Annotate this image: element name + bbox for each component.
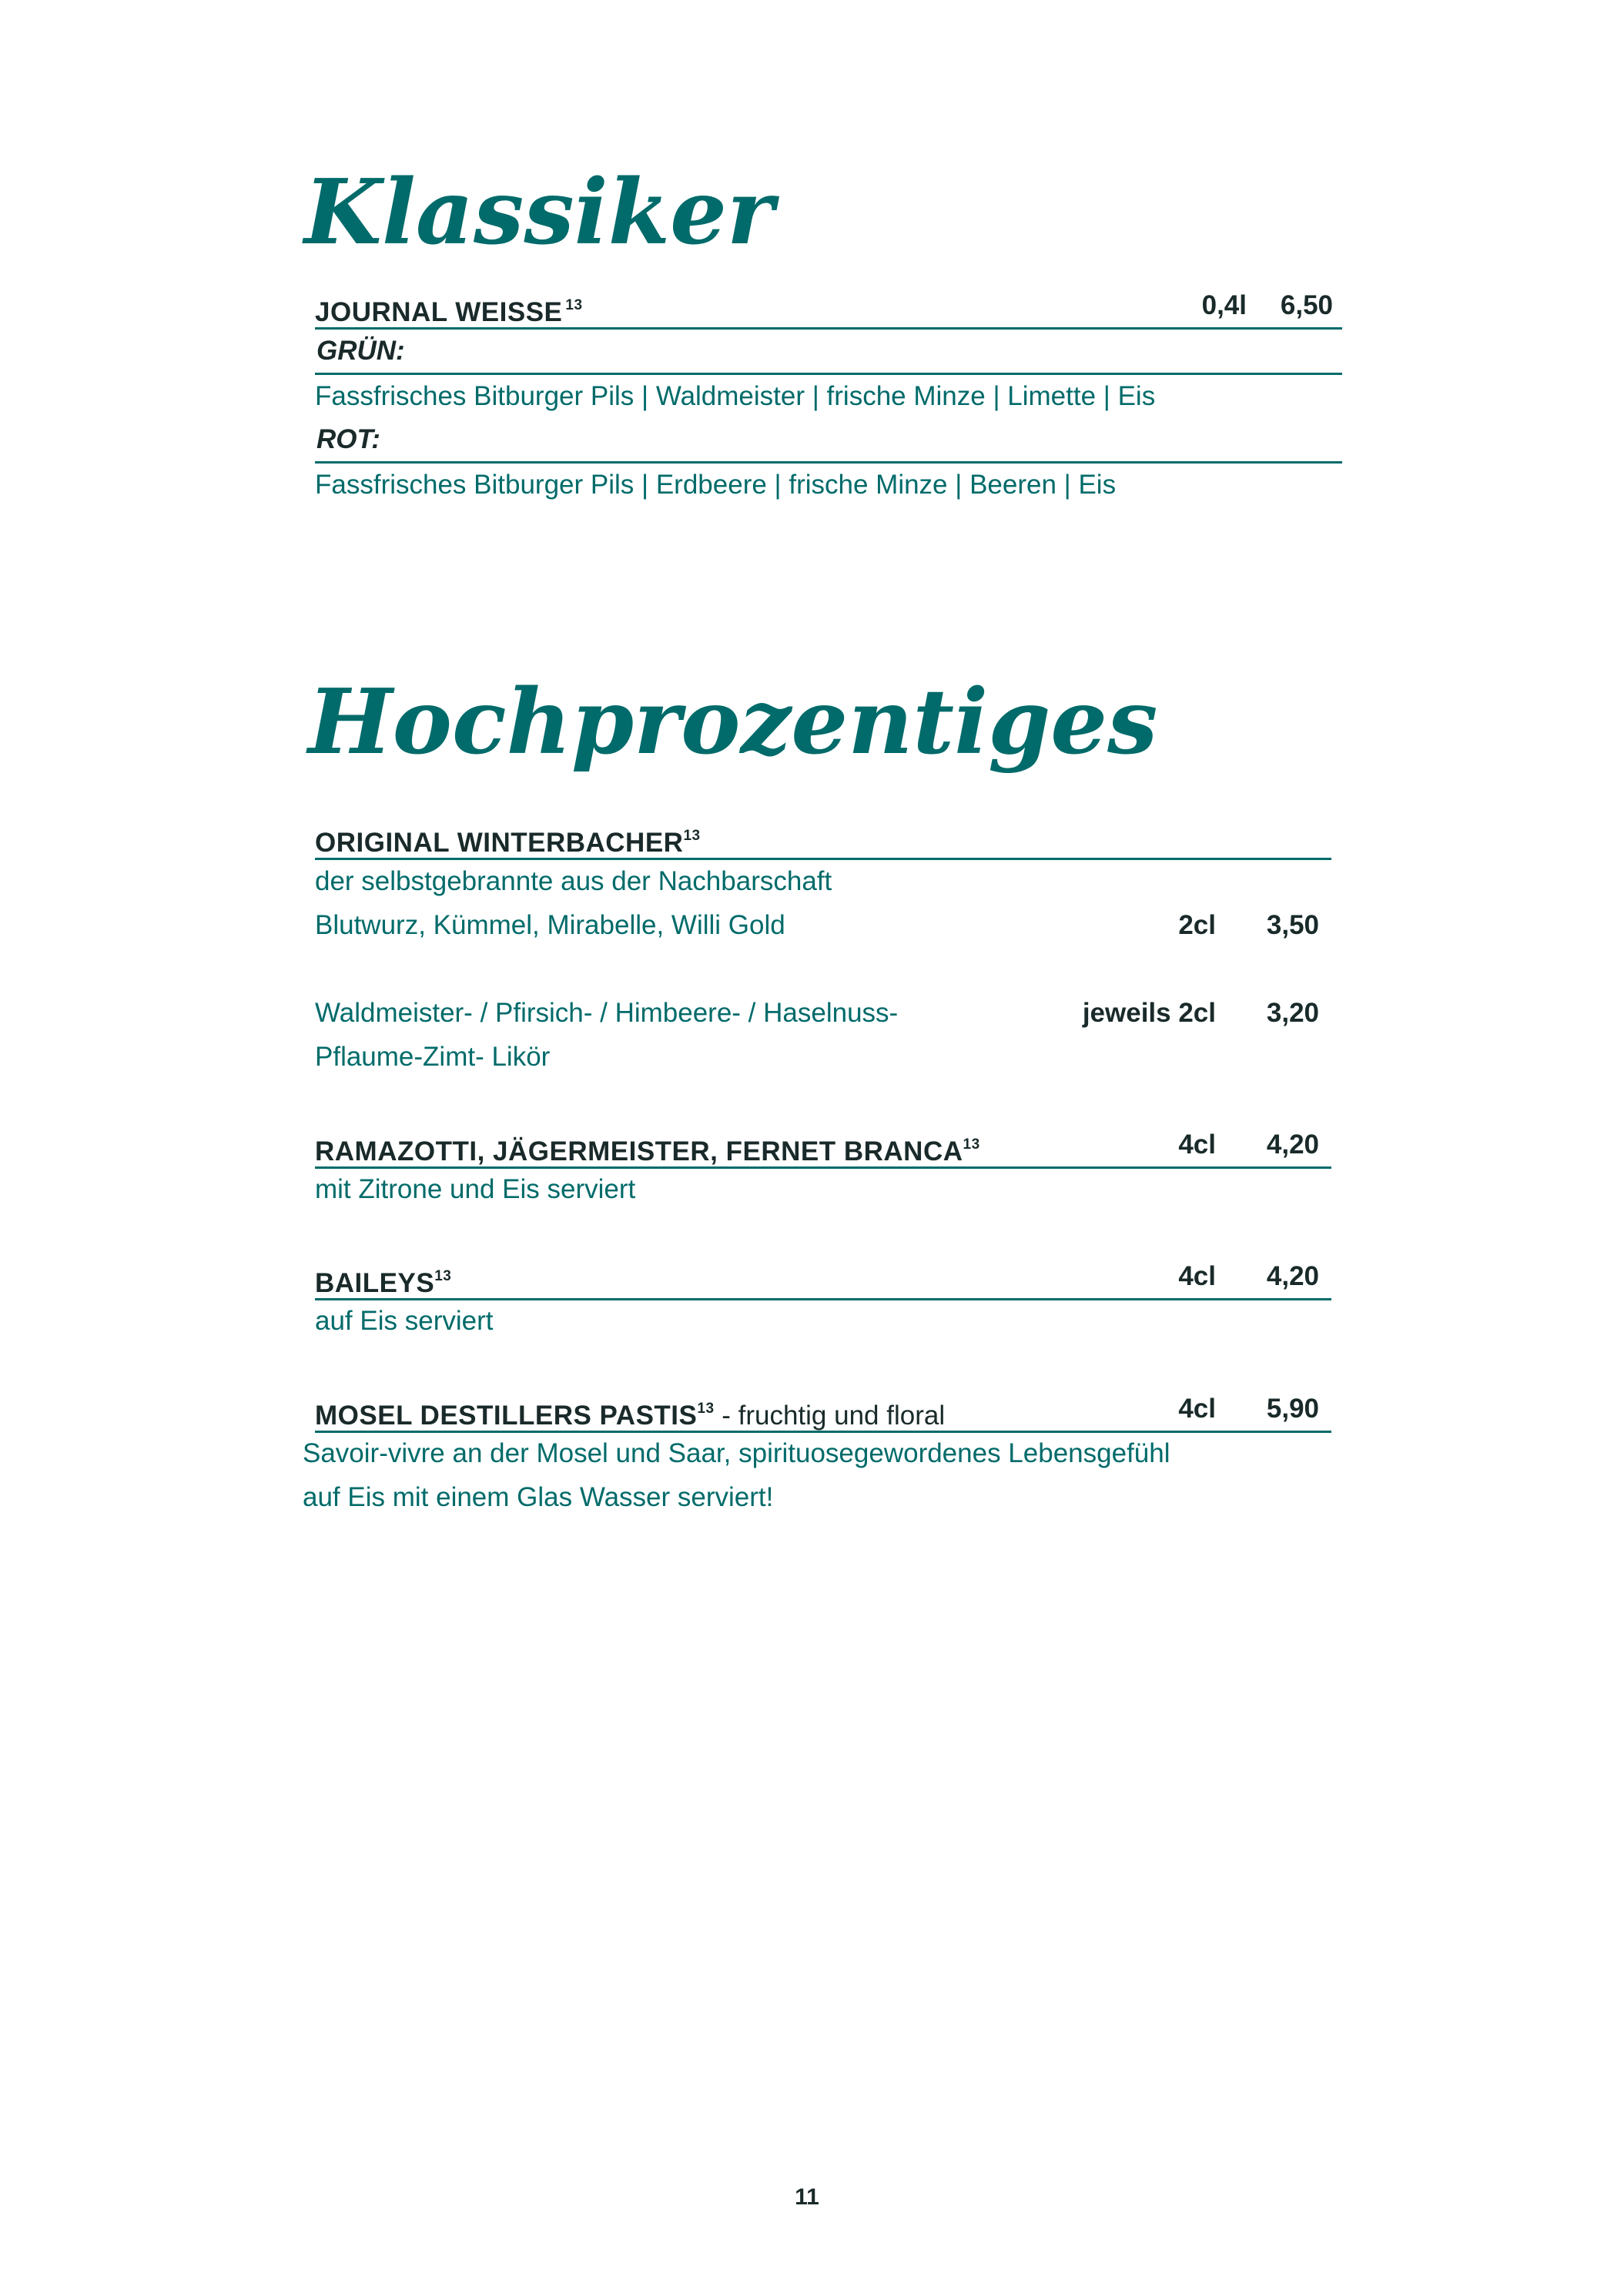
menu-item-original-winterbacher bbox=[315, 815, 1331, 860]
item-variant-line: Pflaume-Zimt- Likör bbox=[315, 1042, 551, 1072]
item-price: 4,20 bbox=[1266, 1130, 1319, 1160]
item-description: Savoir-vivre an der Mosel und Saar, spirituosegewordenes Lebensgefühl bbox=[303, 1438, 1170, 1468]
menu-item-journal-weisse bbox=[315, 284, 1342, 330]
menu-item-baileys bbox=[315, 1255, 1331, 1300]
item-volume: 4cl bbox=[1178, 1130, 1216, 1160]
item-description: auf Eis serviert bbox=[315, 1306, 494, 1336]
item-price: 4,20 bbox=[1266, 1261, 1319, 1291]
item-price: 6,50 bbox=[1280, 290, 1333, 320]
variant-label-rot: ROT: bbox=[315, 418, 1342, 464]
item-name: JOURNAL WEISSE $^{13}$ bbox=[315, 297, 583, 327]
item-name: MOSEL DESTILLERS PASTIS$^{13}$ - fruchtig und floral bbox=[315, 1401, 946, 1431]
item-volume: jeweils 2cl bbox=[1082, 998, 1216, 1028]
item-variant-line: Waldmeister- / Pfirsich- / Himbeere- / Haselnuss- jeweils 2cl 3,20 bbox=[315, 992, 1331, 1035]
variant-description-gruen: Fassfrisches Bitburger Pils | Waldmeister | frische Minze | Limette | Eis bbox=[315, 381, 1156, 411]
variant-description-rot: Fassfrisches Bitburger Pils | Erdbeere | frische Minze | Beeren | Eis bbox=[315, 470, 1117, 500]
menu-item-ramazotti bbox=[315, 1123, 1331, 1169]
item-volume: 2cl bbox=[1178, 910, 1216, 940]
item-price: 5,90 bbox=[1266, 1394, 1319, 1424]
section-title-klassiker: Klassiker bbox=[304, 160, 775, 265]
item-description: auf Eis mit einem Glas Wasser serviert! bbox=[303, 1482, 774, 1512]
item-description: mit Zitrone und Eis serviert bbox=[315, 1174, 636, 1204]
item-price: 3,20 bbox=[1266, 998, 1319, 1028]
item-description: der selbstgebrannte aus der Nachbarschaft bbox=[315, 866, 832, 896]
item-volume: 4cl bbox=[1178, 1394, 1216, 1424]
item-price: 3,50 bbox=[1266, 910, 1319, 940]
item-volume: 4cl bbox=[1178, 1261, 1216, 1291]
item-name: RAMAZOTTI, JÄGERMEISTER, FERNET BRANCA$^{13}$ bbox=[315, 1136, 980, 1166]
section-title-hochprozentiges: Hochprozentiges bbox=[308, 670, 1158, 775]
menu-page: Klassiker JOURNAL WEISSE $^{13}$ 0,4l 6,50 GRÜN: Fassfrisches Bitburger Pils | Waldmeister | frische Minze | Limette | Eis ROT: Fassfrisches Bitburger Pils | Erdbeere | frische Minze | Beeren | Eis Hochprozentiges ORIGINAL WINTERBACHER$^{13}$ der selbstgebrannte aus der Nachbarschaft Blutwurz, Kümmel, Mirabelle, Willi Gold 2cl 3,50 Waldmeister- / Pfirsich- / Himbeere- / Haselnuss- jeweils 2cl 3,20 Pflaume-Zimt- Likör RAMAZOTTI, JÄGERMEISTER, FERNET BRANCA$^{13}$ 4cl 4,20 mit Zitrone und Eis serviert BAILEYS$^{13}$ 4cl 4,20 auf Eis serviert MOSEL DESTILLERS PASTIS$^{13}$ - fruchtig und floral 4cl 5,90 Savoir-vivre an der Mosel und Saar, spirituosegewordenes Lebensgefühl auf Eis mit einem Glas Wasser serviert! 11 bbox=[0, 0, 1614, 2296]
item-name: ORIGINAL WINTERBACHER$^{13}$ bbox=[315, 828, 701, 858]
item-name: BAILEYS$^{13}$ bbox=[315, 1268, 452, 1298]
menu-item-mosel-destillers-pastis bbox=[315, 1387, 1331, 1433]
item-volume: 0,4l bbox=[1201, 290, 1247, 320]
variant-label-gruen: GRÜN: bbox=[315, 330, 1342, 375]
item-variant-line: Blutwurz, Kümmel, Mirabelle, Willi Gold 2cl 3,50 bbox=[315, 904, 1331, 947]
